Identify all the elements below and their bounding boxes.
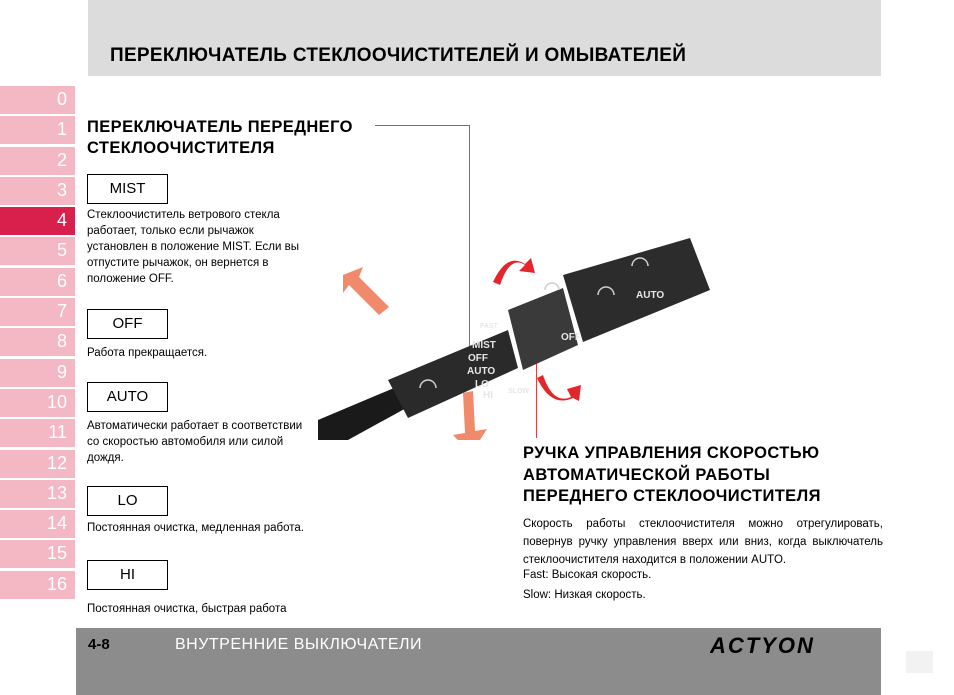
chapter-tab-12[interactable] [0, 450, 75, 478]
actyon-logo [710, 631, 870, 659]
page-title: ПЕРЕКЛЮЧАТЕЛЬ СТЕКЛООЧИСТИТЕЛЕЙ И ОМЫВАТЕЛЕЙ [110, 45, 687, 66]
washer-icon [545, 283, 559, 290]
chapter-tab-13[interactable] [0, 480, 75, 508]
chapter-index [0, 86, 75, 601]
footer-chapter-title: ВНУТРЕННИЕ ВЫКЛЮЧАТЕЛИ [175, 636, 423, 653]
stalk-body [388, 330, 518, 418]
mode-label-hi: HI [87, 560, 168, 590]
slow-speed-note: Slow: Низкая скорость. [523, 589, 646, 601]
chapter-tab-label: 12 [46, 452, 67, 473]
fast-speed-note: Fast: Высокая скорость. [523, 569, 652, 581]
mode-desc-mist: Стеклоочиститель ветрового стекла работает, только если рычажок установлен в положение MIST. Если вы отпустите рычажок, он вернется в положение OFF. [87, 209, 299, 285]
chapter-tab-8[interactable] [0, 328, 75, 356]
mode-label-off: OFF [87, 309, 168, 339]
chapter-tab-label: 10 [46, 391, 67, 412]
stalk-marking-off: OFF [468, 353, 488, 364]
wiper-stalk-illustration [318, 230, 718, 440]
chapter-tab-label: 11 [48, 422, 67, 443]
brand-logo-text: ACTYON [710, 633, 815, 658]
heading-line: ПЕРЕДНЕГО СТЕКЛООЧИСТИТЕЛЯ [523, 487, 821, 505]
chapter-tab-4[interactable] [0, 207, 75, 235]
speed-control-body: Скорость работы стеклоочистителя можно отрегулировать, повернув ручку управления вверх или вниз, когда выключатель стеклоочистителя находится в положении AUTO. [523, 518, 883, 566]
chapter-tab-15[interactable] [0, 540, 75, 568]
mode-label-auto: AUTO [87, 382, 168, 412]
page-number: 4-8 [88, 636, 110, 653]
heading-line: ПЕРЕКЛЮЧАТЕЛЬ ПЕРЕДНЕГО [87, 118, 353, 136]
chapter-tab-3[interactable] [0, 177, 75, 205]
corner-square [906, 651, 933, 673]
chapter-tab-2[interactable] [0, 147, 75, 175]
chapter-tab-16[interactable] [0, 571, 75, 599]
rotate-up-arrow [493, 258, 535, 285]
chapter-tab-label: 9 [56, 361, 67, 382]
heading-line: АВТОМАТИЧЕСКОЙ РАБОТЫ [523, 465, 771, 484]
mode-desc-lo: Постоянная очистка, медленная работа. [87, 522, 304, 534]
chapter-tab-label: 3 [56, 179, 67, 200]
speed-control-heading [523, 443, 821, 508]
chapter-tab-label: 4 [56, 210, 67, 231]
rotate-down-arrow [537, 375, 581, 401]
leader-line [375, 125, 470, 126]
chapter-tab-label: 1 [56, 119, 67, 140]
chapter-tab-label: 5 [56, 240, 67, 261]
chapter-tab-label: 8 [56, 331, 67, 352]
speed-marking-fast: FAST [480, 323, 498, 330]
chapter-tab-label: 14 [46, 513, 67, 534]
ring-marking-auto: AUTO [636, 290, 665, 301]
stalk-marking-hi: HI [483, 390, 493, 401]
stalk-marking-auto: AUTO [467, 366, 496, 377]
mode-label-mist: MIST [87, 174, 168, 204]
chapter-tab-label: 16 [46, 573, 67, 594]
mode-desc-off: Работа прекращается. [87, 347, 208, 359]
lift-up-arrow [343, 267, 389, 315]
chapter-tab-label: 7 [56, 301, 67, 322]
mode-label-lo: LO [87, 486, 168, 516]
stalk-marking-lo: LO [475, 379, 489, 390]
speed-ring[interactable] [508, 288, 578, 370]
chapter-tab-9[interactable] [0, 359, 75, 387]
chapter-tab-0[interactable] [0, 86, 75, 114]
chapter-tab-label: 13 [46, 482, 67, 503]
mode-desc-auto: Автоматически работает в соответствии со скоростью автомобиля или силой дождя. [87, 420, 303, 464]
chapter-tab-14[interactable] [0, 510, 75, 538]
chapter-tab-5[interactable] [0, 237, 75, 265]
mode-desc-hi: Постоянная очистка, быстрая работа [87, 603, 287, 615]
chapter-tab-7[interactable] [0, 298, 75, 326]
chapter-tab-11[interactable] [0, 419, 75, 447]
push-down-arrow [453, 391, 487, 440]
chapter-tab-label: 15 [46, 543, 67, 564]
ring-marking-off: OFF [561, 332, 581, 343]
heading-line: РУЧКА УПРАВЛЕНИЯ СКОРОСТЬЮ [523, 444, 820, 462]
front-wiper-switch-heading [87, 117, 353, 159]
heading-line: СТЕКЛООЧИСТИТЕЛЯ [87, 139, 275, 157]
stalk-marking-mist: MIST [472, 340, 496, 351]
speed-marking-slow: SLOW [508, 388, 529, 395]
chapter-tab-label: 0 [56, 89, 67, 109]
chapter-tab-6[interactable] [0, 268, 75, 296]
chapter-tab-label: 6 [56, 270, 67, 291]
chapter-tab-10[interactable] [0, 389, 75, 417]
chapter-tab-label: 2 [56, 149, 67, 170]
chapter-tab-1[interactable] [0, 116, 75, 144]
